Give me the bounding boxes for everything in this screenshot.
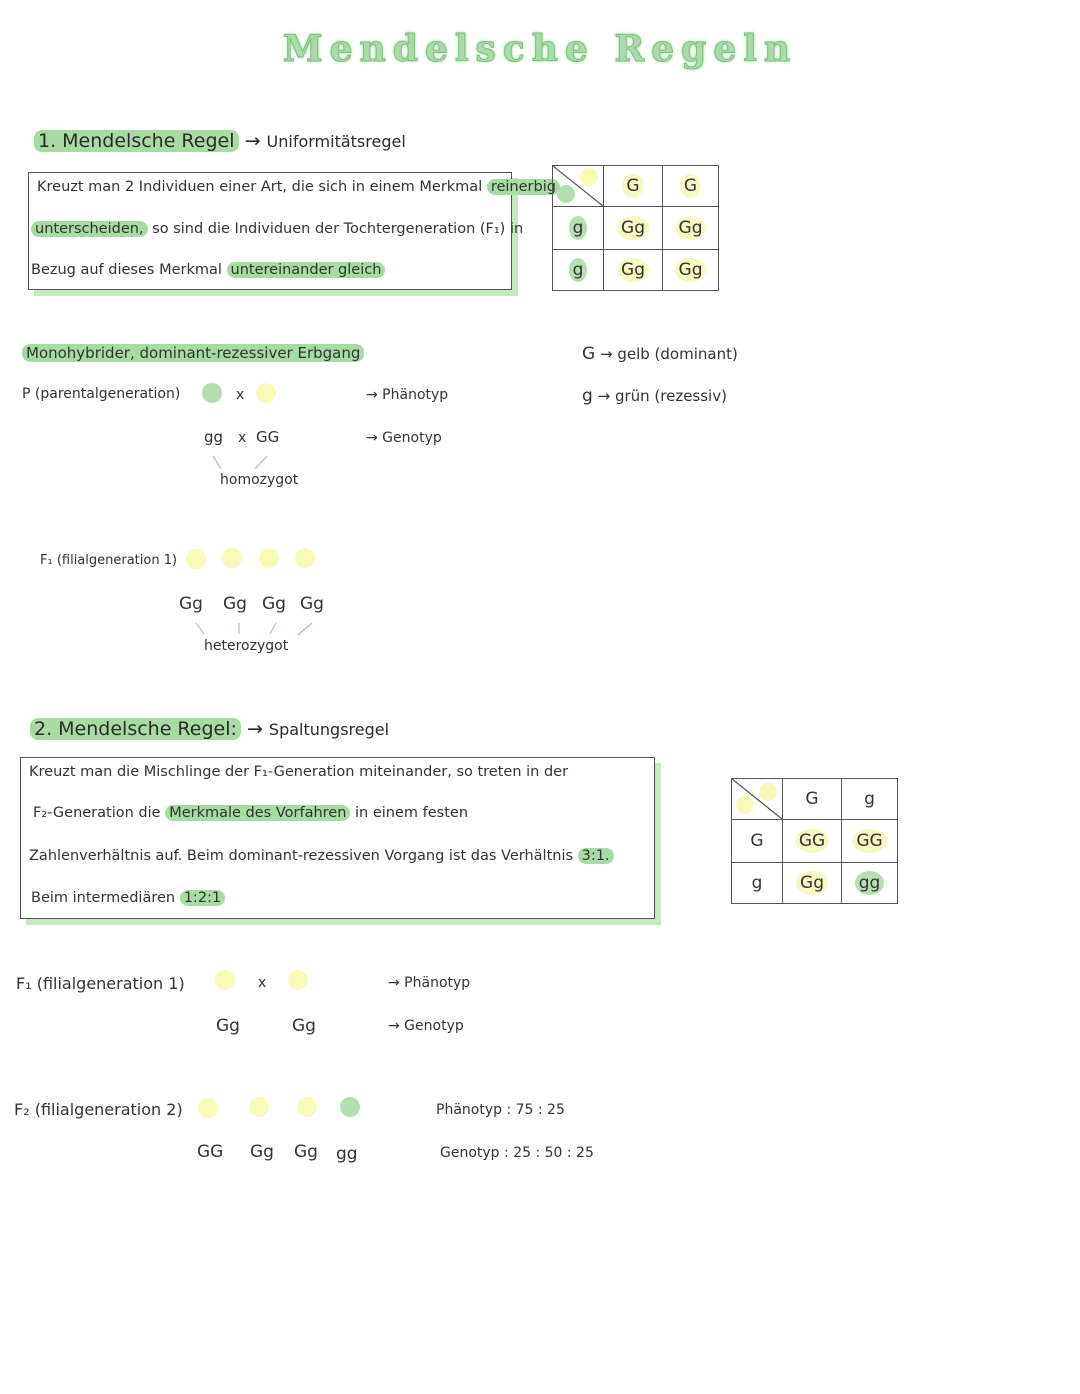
yellow-pea-dot: [295, 548, 315, 568]
punnett-corner-diagonal: [732, 779, 782, 819]
highlight-ratio-1-2-1: 1:2:1: [180, 890, 225, 906]
highlight-reinerbig: reinerbig: [487, 179, 560, 195]
rule1-punnett-square: [552, 165, 719, 291]
yellow-pea-dot: [288, 970, 308, 990]
homozygot-label: homozygot: [220, 472, 299, 488]
rule2-line-1: Kreuzt man die Mischlinge der F₁-Generation miteinander, so treten in der: [29, 764, 569, 780]
yellow-pea-dot: [215, 970, 235, 990]
punnett-cell: Gg: [663, 250, 719, 291]
punnett-col-head: g: [842, 779, 898, 820]
p-genotype-GG: GG: [256, 428, 280, 446]
rule1-arrow: →: [244, 130, 261, 152]
page-title: Mendelsche Regeln: [282, 28, 798, 70]
punnett-cell: GG: [842, 820, 898, 863]
punnett-cell: gg: [842, 863, 898, 904]
p-genotype-gg: gg: [204, 428, 224, 446]
rule1-definition-box: [28, 172, 556, 290]
punnett-cell: Gg: [663, 207, 719, 250]
f1-generation-label: F₁ (filialgeneration 1): [40, 553, 178, 568]
yellow-pea-dot: [259, 548, 279, 568]
genotyp-label: → Genotyp: [388, 1018, 464, 1034]
f2-genotyp-row: Genotyp : 25 : 50 : 25: [440, 1145, 594, 1161]
monohybrid-heading-wrap: [22, 344, 364, 362]
f1-cross-genotype: Gg: [292, 1016, 316, 1036]
rule2-subtitle: Spaltungsregel: [268, 720, 390, 739]
punnett-col-head: G: [663, 166, 719, 207]
punnett-col-head: G: [783, 779, 842, 820]
punnett-corner: [732, 779, 783, 820]
f1-cross-genotype: Gg: [216, 1016, 240, 1036]
heterozygot-label: heterozygot: [204, 638, 289, 654]
punnett-row-head: g: [553, 250, 604, 291]
yellow-pea-dot: [186, 549, 206, 569]
punnett-cell: Gg: [604, 250, 663, 291]
rule1-line-3: Bezug auf dieses Merkmal untereinander gleich: [31, 262, 385, 278]
rule2-arrow: →: [246, 718, 263, 740]
green-pea-dot: [340, 1097, 360, 1117]
legend-recessive: g → grün (rezessiv): [582, 386, 727, 406]
phaenotyp-ratio: 75 : 25: [515, 1102, 565, 1118]
f1-genotype: Gg: [179, 594, 203, 614]
rule1-heading: 1. Mendelsche Regel: [34, 130, 239, 152]
punnett-row-head: g: [732, 863, 783, 904]
rule2-line-2: F₂-Generation die Merkmale des Vorfahren in einem festen: [33, 805, 469, 821]
yellow-pea-dot: [249, 1097, 269, 1117]
punnett-col-head: G: [604, 166, 663, 207]
genotyp-label: → Genotyp: [366, 430, 442, 446]
rule1-heading-row: [34, 130, 406, 152]
f1-genotype: Gg: [223, 594, 247, 614]
rule2-line-3: Zahlenverhältnis auf. Beim dominant-rezessiven Vorgang ist das Verhältnis 3:1.: [29, 848, 614, 864]
highlight-untereinander-gleich: untereinander gleich: [227, 262, 386, 278]
yellow-pea-dot: [256, 383, 276, 403]
cross-x: x: [258, 975, 267, 991]
yellow-pea-dot: [198, 1098, 218, 1118]
f2-genotype: gg: [336, 1144, 358, 1164]
f1-genotype: Gg: [300, 594, 324, 614]
heterozygot-arrows: [190, 620, 330, 640]
f1-genotype: Gg: [262, 594, 286, 614]
highlight-ratio-3-1: 3:1.: [578, 848, 614, 864]
f1-cross-label: F₁ (filialgeneration 1): [16, 974, 185, 993]
green-pea-dot: [202, 383, 222, 403]
homozygot-arrows: [205, 452, 285, 474]
punnett-corner-diagonal: [553, 166, 603, 206]
f2-genotype: Gg: [250, 1142, 274, 1162]
rule1-line-1: Kreuzt man 2 Individuen einer Art, die sich in einem Merkmal reinerbig: [37, 179, 560, 195]
p-generation-label: P (parentalgeneration): [22, 386, 181, 402]
f2-genotype: Gg: [294, 1142, 318, 1162]
rule1-line-2: unterscheiden, so sind die Individuen der Tochtergeneration (F₁) in: [31, 221, 523, 237]
punnett-cell: GG: [783, 820, 842, 863]
punnett-cell: Gg: [604, 207, 663, 250]
punnett-row-head: g: [553, 207, 604, 250]
rule2-definition-box: [20, 757, 655, 919]
monohybrid-heading: Monohybrider, dominant-rezessiver Erbgang: [22, 344, 364, 362]
cross-x: x: [238, 430, 247, 446]
rule2-line-4: Beim intermediären 1:2:1: [31, 890, 225, 906]
punnett-row-head: G: [732, 820, 783, 863]
rule2-punnett-square: [731, 778, 898, 904]
highlight-merkmale: Merkmale des Vorfahren: [165, 805, 350, 821]
highlight-unterscheiden: unterscheiden,: [31, 221, 148, 237]
legend-dominant: G → gelb (dominant): [582, 344, 738, 364]
phaenotyp-label: → Phänotyp: [388, 975, 471, 991]
f2-generation-label: F₂ (filialgeneration 2): [14, 1100, 183, 1119]
yellow-pea-dot: [222, 548, 242, 568]
rule2-heading-row: [30, 718, 389, 740]
punnett-corner: [553, 166, 604, 207]
f2-genotype: GG: [197, 1142, 224, 1162]
punnett-cell: Gg: [783, 863, 842, 904]
phaenotyp-label: → Phänotyp: [366, 387, 449, 403]
genotyp-ratio: 25 : 50 : 25: [513, 1145, 594, 1161]
f2-phaenotyp-row: Phänotyp : 75 : 25: [436, 1102, 565, 1118]
cross-x: x: [236, 387, 245, 403]
rule1-subtitle: Uniformitätsregel: [266, 132, 406, 151]
rule2-heading: 2. Mendelsche Regel:: [30, 718, 241, 740]
yellow-pea-dot: [297, 1097, 317, 1117]
